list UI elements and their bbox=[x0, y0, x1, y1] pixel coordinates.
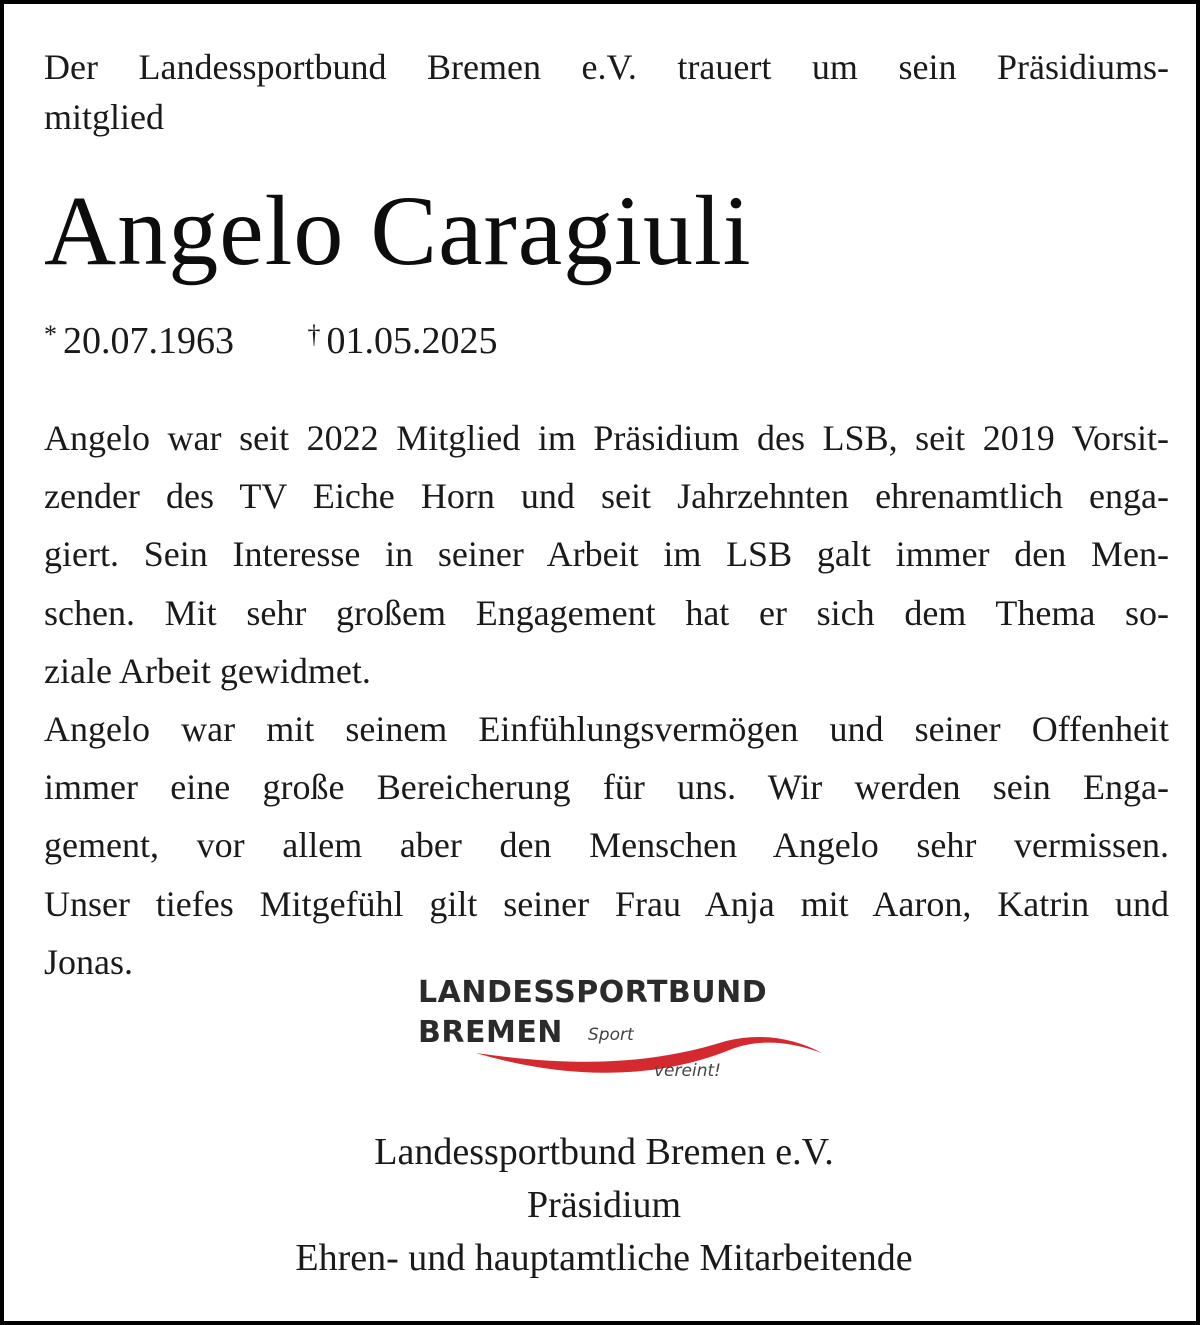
signature-staff: Ehren- und hauptamtliche Mitarbeitende bbox=[295, 1237, 913, 1279]
death-date: 01.05.2025 bbox=[326, 320, 498, 362]
intro-line-1: Der Landessportbund Bremen e.V. trauert um sein Präsidiums- bbox=[44, 47, 1169, 87]
logo-tagline-vereint: vereint! bbox=[654, 1061, 721, 1081]
death-symbol: † bbox=[307, 320, 321, 349]
logo-text-line-2: BREMEN bbox=[418, 1015, 563, 1050]
intro-text bbox=[44, 42, 1169, 142]
lsb-logo bbox=[414, 969, 834, 1084]
signature-block bbox=[4, 1126, 1200, 1285]
body-line: Jonas. bbox=[44, 941, 133, 982]
deceased-name: Angelo Caragiuli bbox=[44, 175, 752, 286]
logo-text-line-1: LANDESSPORTBUND bbox=[418, 975, 768, 1010]
body-line: zender des TV Eiche Horn und seit Jahrzehnten ehrenamtlich enga- bbox=[44, 476, 1169, 517]
body-line: Angelo war mit seinem Einfühlungsvermögen und seiner Offenheit bbox=[44, 709, 1169, 750]
body-line: immer eine große Bereicherung für uns. Wir werden sein Enga- bbox=[44, 767, 1169, 808]
signature-body: Präsidium bbox=[526, 1184, 682, 1226]
body-line: Angelo war seit 2022 Mitglied im Präsidium des LSB, seit 2019 Vorsit- bbox=[44, 418, 1169, 458]
intro-line-2: mitglied bbox=[44, 97, 164, 137]
body-line: gement, vor allem aber den Menschen Angelo sehr vermissen. bbox=[44, 825, 1169, 866]
body-line: Unser tiefes Mitgefühl gilt seiner Frau Anja mit Aaron, Katrin und bbox=[44, 883, 1169, 924]
life-dates bbox=[44, 310, 498, 366]
obituary-body bbox=[44, 409, 1169, 991]
body-line: schen. Mit sehr großem Engagement hat er sich dem Thema so- bbox=[44, 592, 1169, 633]
body-line: ziale Arbeit gewidmet. bbox=[44, 650, 371, 691]
birth-symbol: * bbox=[44, 320, 57, 349]
birth-date: 20.07.1963 bbox=[63, 320, 234, 362]
body-line: giert. Sein Interesse in seiner Arbeit im LSB galt immer den Men- bbox=[44, 534, 1169, 575]
signature-organization: Landessportbund Bremen e.V. bbox=[374, 1131, 834, 1173]
logo-tagline-sport: Sport bbox=[588, 1025, 634, 1045]
